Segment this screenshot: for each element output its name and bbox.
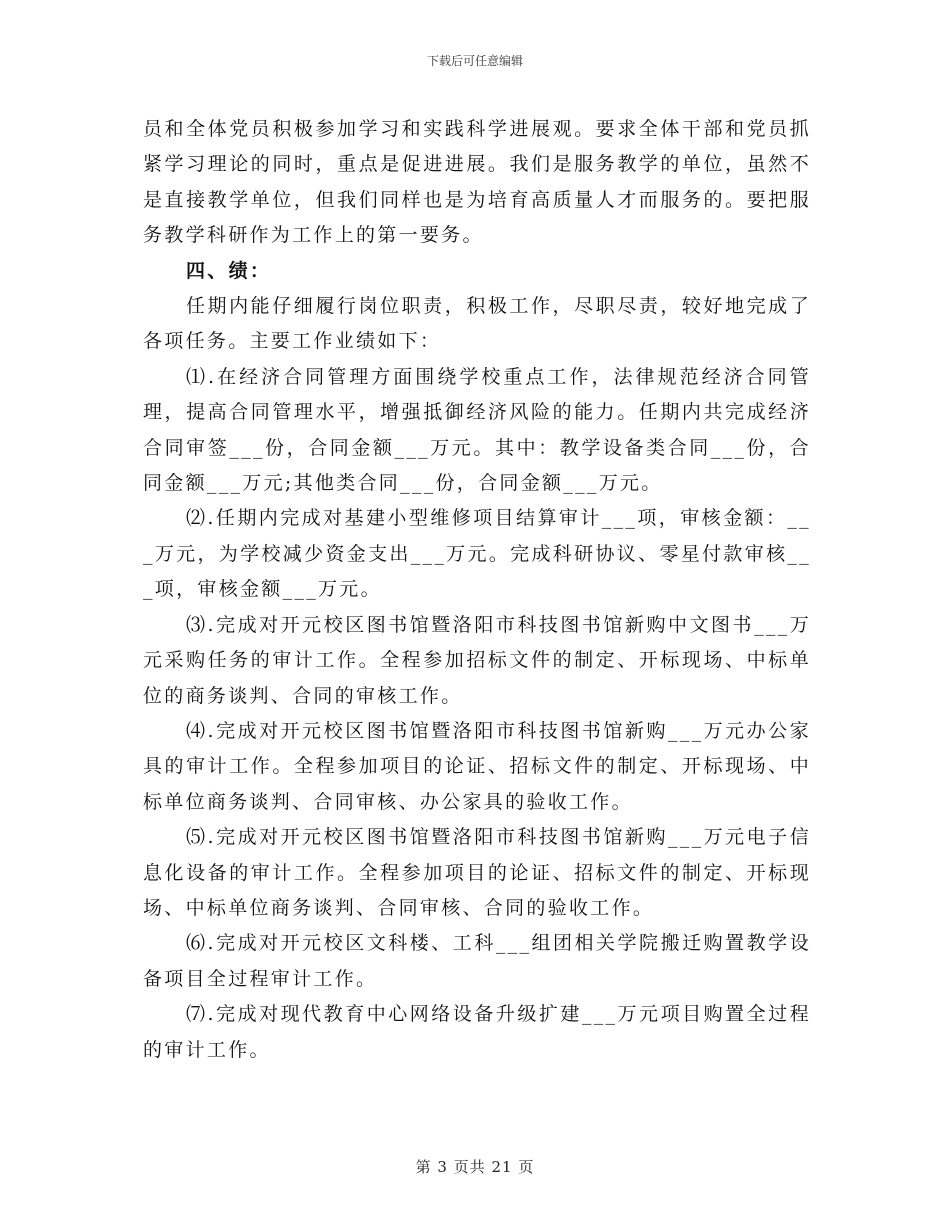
list-item-1: ⑴.在经济合同管理方面围绕学校重点工作，法律规范经济合同管理，提高合同管理水平，增强抵御经济风险的能力。任期内共完成经济合同审签___份，合同金额___万元。其中：教学设备类合同___份，合同金额___万元;其他类合同___份，合同金额___万元。 (143, 365, 811, 495)
list-item-4: ⑷.完成对开元校区图书馆暨洛阳市科技图书馆新购___万元办公家具的审计工作。全程参加项目的论证、招标文件的制定、开标现场、中标单位商务谈判、合同审核、办公家具的验收工作。 (143, 719, 811, 813)
page-number: 第 3 页共 21 页 (415, 1158, 535, 1176)
list-item-2: ⑵.任期内完成对基建小型维修项目结算审计___项，审核金额：___万元，为学校减少资金支出___万元。完成科研协议、零星付款审核___项，审核金额___万元。 (143, 507, 811, 601)
header-note: 下载后可任意编辑 (426, 54, 523, 68)
list-item-7: ⑺.完成对现代教育中心网络设备升级扩建___万元项目购置全过程的审计工作。 (143, 1003, 811, 1061)
list-item-3: ⑶.完成对开元校区图书馆暨洛阳市科技图书馆新购中文图书___万元采购任务的审计工作。全程参加招标文件的制定、开标现场、中标单位的商务谈判、合同的审核工作。 (143, 613, 811, 707)
page-footer (0, 1156, 950, 1177)
paragraph-continuation: 员和全体党员积极参加学习和实践科学进展观。要求全体干部和党员抓紧学习理论的同时，重点是促进进展。我们是服务教学的单位，虽然不是直接教学单位，但我们同样也是为培育高质量人才而服务的。要把服务教学科研作为工作上的第一要务。 (143, 118, 811, 247)
list-item-6: ⑹.完成对开元校区文科楼、工科___组团相关学院搬迁购置教学设备项目全过程审计工作。 (143, 932, 811, 990)
section-heading: 四、绩： (186, 259, 272, 282)
paragraph-intro: 任期内能仔细履行岗位职责，积极工作，尽职尽责，较好地完成了各项任务。主要工作业绩如下： (143, 295, 811, 353)
page-header (0, 52, 950, 69)
document-body (143, 112, 811, 1068)
list-item-5: ⑸.完成对开元校区图书馆暨洛阳市科技图书馆新购___万元电子信息化设备的审计工作。全程参加项目的论证、招标文件的制定、开标现场、中标单位商务谈判、合同审核、合同的验收工作。 (143, 826, 811, 919)
